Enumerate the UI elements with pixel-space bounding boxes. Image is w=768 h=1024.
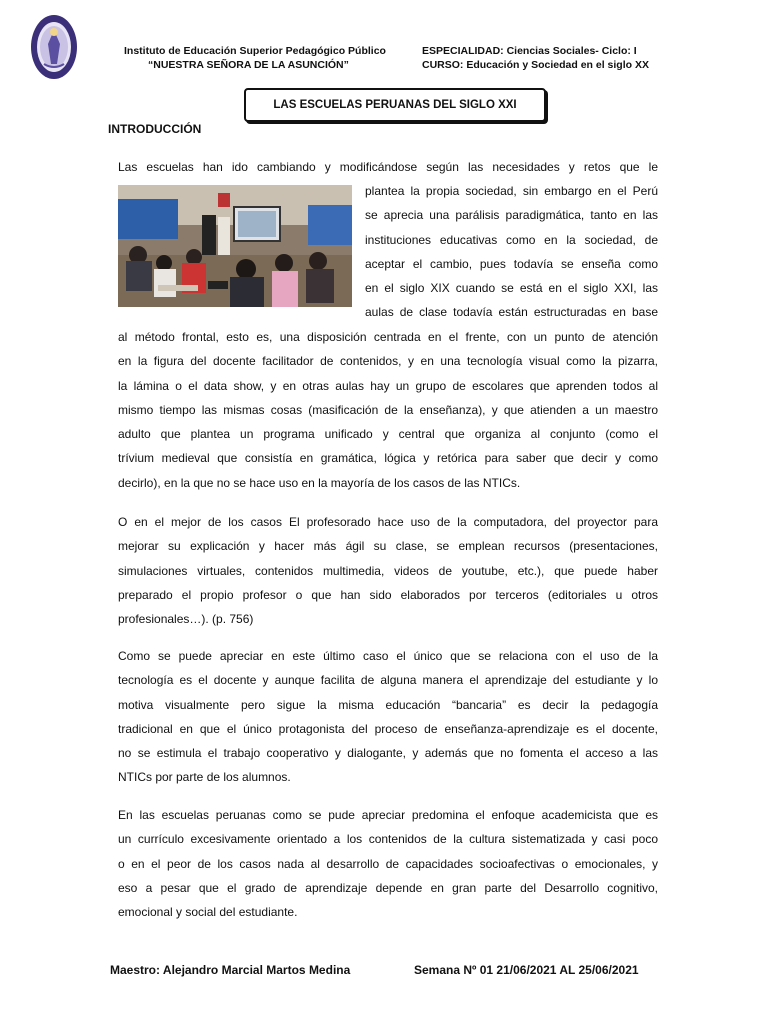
text-line: mismo tiempo las mismas cosas (masificación de la enseñanza), y que atienden a un maestro [118, 402, 658, 417]
text-line: tecnología es el docente y aunque facilita de alguna manera el aprendizaje del estudiante y lo [118, 673, 658, 688]
course-label: CURSO: Educación y Sociedad en el siglo XX [422, 59, 649, 71]
text-line: plantea la propia sociedad, sin embargo en el Perú [365, 184, 658, 198]
section-heading: INTRODUCCIÓN [108, 122, 202, 136]
footer-week: Semana Nº 01 21/06/2021 AL 25/06/2021 [414, 963, 639, 977]
text-line: aceptar el cambio, pues todavía se enseña como [365, 256, 658, 271]
text-line: eso a pesar que el grado de aprendizaje depende en gran parte del Desarrollo cognitivo, [118, 880, 658, 895]
text-line: Como se puede apreciar en este último caso el único que se relaciona con el uso de la [118, 649, 658, 663]
institution-name: Instituto de Educación Superior Pedagógico Público [124, 45, 386, 57]
text-line: instituciones educativas como en la sociedad, de [365, 232, 658, 247]
paragraph-3 [118, 644, 658, 790]
text-line: trívium medieval que consistía en gramática, lógica y retórica para saber que decir y como [118, 451, 658, 466]
specialty-label: ESPECIALIDAD: Ciencias Sociales- Ciclo: I [422, 45, 637, 57]
text-line: la lámina o el data show, y en otras aulas hay un grupo de escolares que aprenden todos al [118, 378, 658, 393]
paragraph-4 [118, 803, 658, 924]
paragraph-1-wrapped [365, 179, 658, 325]
text-line: En las escuelas peruanas como se pude apreciar predomina el enfoque academicista que es [118, 808, 658, 822]
document-title-box [244, 88, 546, 122]
text-line: al método frontal, esto es, una disposición centrada en el frente, con un punto de atención [118, 330, 658, 344]
footer-teacher: Maestro: Alejandro Marcial Martos Medina [110, 963, 351, 977]
text-line: motiva visualmente pero sigue la misma educación “bancaria” es decir la pedagogía [118, 697, 658, 712]
text-line: no se estimula el trabajo cooperativo y dialogante, y además que no fomenta el acceso a las [118, 746, 658, 761]
document-title: LAS ESCUELAS PERUANAS DEL SIGLO XXI [273, 99, 517, 111]
institution-seal-icon [30, 14, 78, 80]
text-line: emocional y social del estudiante. [118, 905, 298, 920]
text-line: decirlo), en la que no se hace uso en la mayoría de los casos de las NTICs. [118, 475, 521, 490]
text-line: preparado el propio profesor o que han sido elaborados por terceros (editoriales u otros [118, 587, 658, 602]
text-line: en la figura del docente facilitador de contenidos, y en una tecnología visual como la pizarra, [118, 354, 658, 369]
institution-subtitle: “NUESTRA SEÑORA DE LA ASUNCIÓN” [148, 59, 349, 71]
paragraph-2 [118, 510, 658, 631]
text-line: o en el peor de los casos nada al desarrollo de capacidades socioafectivas o emocionales, y [118, 856, 658, 871]
paragraph-1-first-line [118, 155, 658, 179]
text-line: simulaciones virtuales, contenidos multimedia, videos de youtube, etc.), que puede haber [118, 563, 658, 578]
text-line: profesionales…). (p. 756) [118, 612, 254, 627]
paragraph-1-rest [118, 325, 658, 495]
text-line: adulto que plantea un programa unificado y central que organiza al conjunto (como el [118, 427, 658, 442]
text-line: mejorar su explicación y hacer más ágil su clase, se emplean recursos (presentaciones, [118, 539, 658, 554]
text-line: O en el mejor de los casos El profesorado hace uso de la computadora, del proyector para [118, 515, 658, 529]
text-line: tradicional en que el único protagonista del proceso de enseñanza-aprendizaje es el docente, [118, 721, 658, 736]
classroom-photo-icon [118, 185, 352, 307]
text-line: Las escuelas han ido cambiando y modificándose según las necesidades y retos que le [118, 160, 658, 174]
text-line: en el siglo XIX cuando se está en el siglo XXI, las [365, 281, 658, 296]
text-line: aulas de clase todavía están estructuradas en base [365, 305, 658, 320]
text-line: se aprecia una parálisis paradigmática, tanto en las [365, 208, 658, 223]
text-line: NTICs por parte de los alumnos. [118, 770, 291, 785]
text-line: un currículo excesivamente orientado a los contenidos de la cultura sistematizada y casi poco [118, 832, 658, 847]
